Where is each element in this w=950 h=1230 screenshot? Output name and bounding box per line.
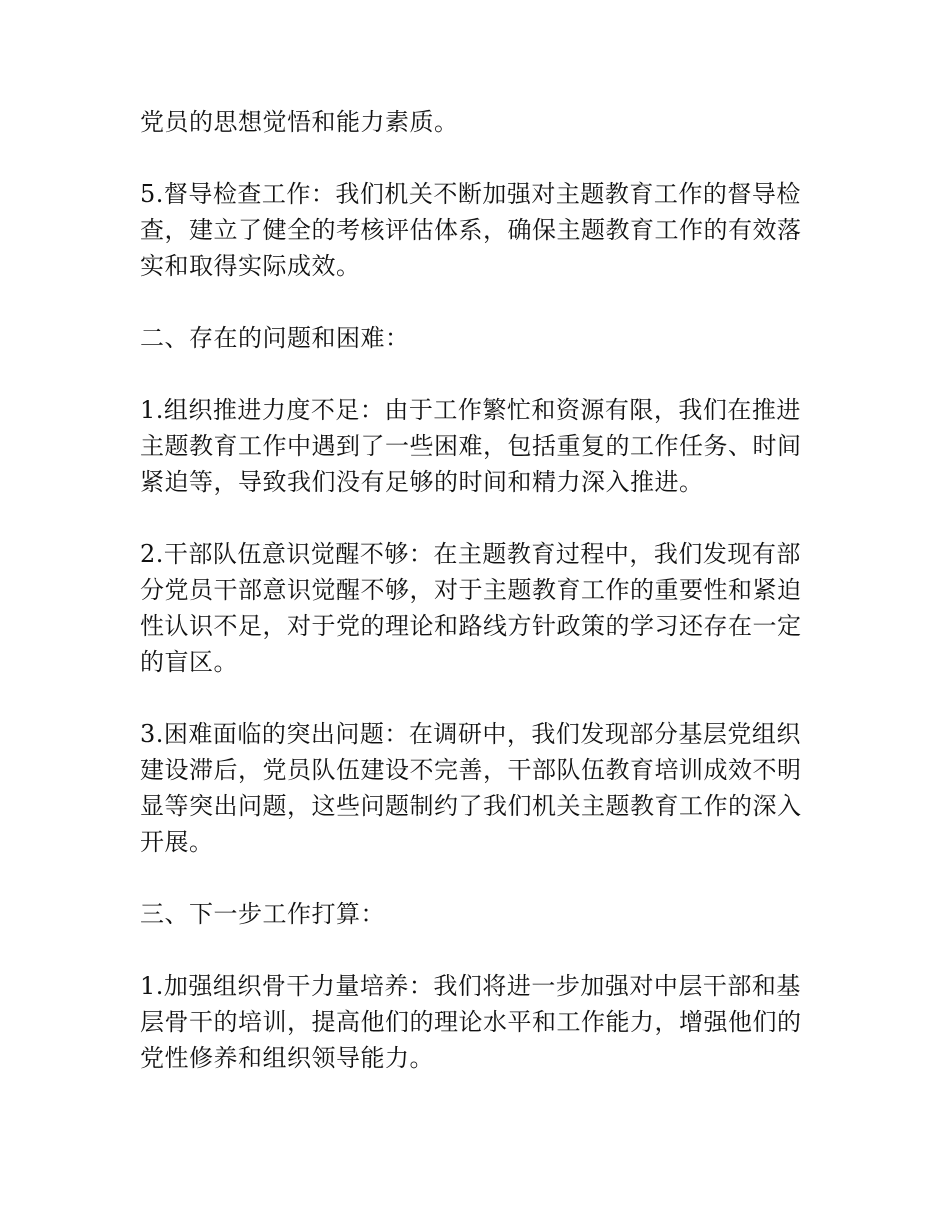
text-line: 建设滞后，党员队伍建设不完善，干部队伍教育培训成效不明 [140, 756, 802, 784]
paragraph-5 [140, 536, 812, 680]
text-line: 的盲区。 [140, 648, 238, 676]
text-line: 党员的思想觉悟和能力素质。 [140, 108, 459, 136]
text-line: 主题教育工作中遇到了一些困难，包括重复的工作任务、时间 [140, 432, 802, 460]
paragraph-2 [140, 176, 812, 284]
section-heading-2 [140, 320, 812, 356]
document-body [140, 104, 812, 1112]
text-line: 开展。 [140, 828, 214, 856]
text-line: 查，建立了健全的考核评估体系，确保主题教育工作的有效落 [140, 216, 802, 244]
text-line: 实和取得实际成效。 [140, 252, 361, 280]
paragraph-1 [140, 104, 812, 140]
text-line: 1.加强组织骨干力量培养：我们将进一步加强对中层干部和基 [140, 972, 801, 1000]
text-line: 党性修养和组织领导能力。 [140, 1044, 434, 1072]
paragraph-8 [140, 968, 812, 1076]
text-line: 1.组织推进力度不足：由于工作繁忙和资源有限，我们在推进 [140, 396, 801, 424]
text-line: 显等突出问题，这些问题制约了我们机关主题教育工作的深入 [140, 792, 802, 820]
heading-line: 三、下一步工作打算： [140, 900, 385, 928]
text-line: 2.干部队伍意识觉醒不够：在主题教育过程中，我们发现有部 [140, 540, 801, 568]
text-line: 紧迫等，导致我们没有足够的时间和精力深入推进。 [140, 468, 704, 496]
text-line: 性认识不足，对于党的理论和路线方针政策的学习还存在一定 [140, 612, 802, 640]
text-line: 3.困难面临的突出问题：在调研中，我们发现部分基层党组织 [140, 720, 801, 748]
text-line: 5.督导检查工作：我们机关不断加强对主题教育工作的督导检 [140, 180, 801, 208]
heading-line: 二、存在的问题和困难： [140, 324, 410, 352]
paragraph-6 [140, 716, 812, 860]
section-heading-3 [140, 896, 812, 932]
text-line: 层骨干的培训，提高他们的理论水平和工作能力，增强他们的 [140, 1008, 802, 1036]
paragraph-4 [140, 392, 812, 500]
text-line: 分党员干部意识觉醒不够，对于主题教育工作的重要性和紧迫 [140, 576, 802, 604]
